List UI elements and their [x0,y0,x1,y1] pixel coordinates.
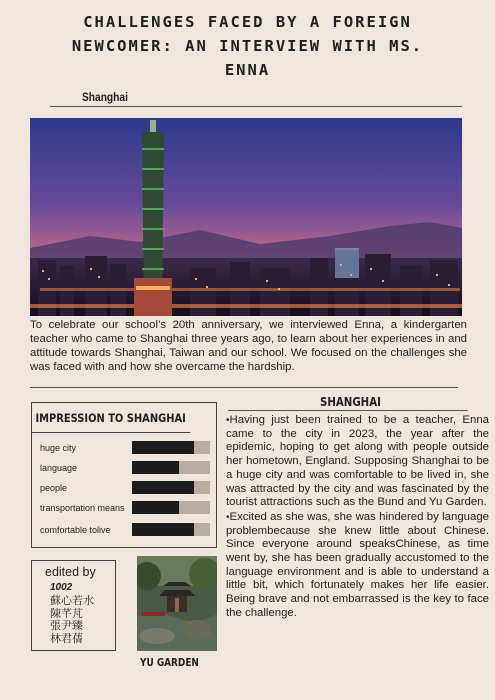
impression-row [40,499,210,516]
editor-name: 張尹臻 [50,619,83,632]
yu-garden-image [137,556,217,651]
story-body [226,414,489,622]
story-heading: SHANGHAI [320,395,381,409]
impression-row [40,459,210,476]
bullet-icon: • [226,415,230,426]
impression-label: huge city [40,442,77,453]
editor-name: 蘇心若水 [50,594,94,607]
impression-bar-track [132,461,210,474]
section-divider [30,387,458,388]
editor-name: 陳芊芃 [50,606,83,620]
yu-garden-caption: YU GARDEN [140,657,199,669]
impression-bar-track [132,523,210,536]
impression-bar-fill [132,441,194,454]
story-divider [228,410,468,411]
skyline-image [30,118,462,316]
impression-row [40,479,210,496]
story-paragraph: •Excited as she was, she was hindered by language problembecause she knew little about Chinese. Since everyone around speaksChinese, as time went by, she has been gradually accustomed to the language environment and is able to understand a little bit, which fortunately makes her life easier. Being brave and not embarrassed is the key to face the challenge. [226,510,489,619]
header-divider [50,106,462,107]
impression-bar-track [132,501,210,514]
impression-label: transportation means [40,502,125,513]
impression-row [40,439,210,456]
impression-label: comfortable tolive [40,524,111,535]
impression-bar-track [132,481,210,494]
impression-bar-fill [132,461,179,474]
bullet-icon: • [226,511,230,523]
editors-class: 1002 [50,582,73,593]
impression-panel [31,402,217,548]
page-title: CHALLENGES FACED BY A FOREIGN NEWCOMER: AN INTERVIEW WITH MS. ENNA [71,13,424,79]
impression-label: language [40,462,78,473]
editor-name: 林君蒨 [50,631,83,645]
editors-heading: edited by [45,565,96,579]
impression-bar-fill [132,523,194,536]
story-paragraph: •Having just been trained to be a teacher, Enna came to the city in 2023, the year after the epidemic, hoping to get along with people outside her hometown, England. Supposing Shanghai to be a huge city and was comfortable to be lived in, she was attracted by the city and was fascinated by the tourist attractions such as the Bund and Yu Garden. [226,414,489,509]
intro-paragraph: To celebrate our school’s 20th anniversary, we interviewed Enna, a kindergarten teacher who came to Shanghai three years ago, to learn about her experiences in and attitude towards Shanghai, Taiwan and our school. We focused on the challenges she was faced with and how she overcame the hardship. [30,319,467,373]
editors-names [50,595,94,645]
location-label: Shanghai [82,90,128,104]
impression-bar-fill [132,481,194,494]
impression-row [40,521,210,538]
impression-label: people [40,482,68,493]
impression-title: IMPRESSION TO SHANGHAI [32,403,190,433]
impression-bar-track [132,441,210,454]
editors-box [31,560,116,651]
impression-bar-fill [132,501,179,514]
